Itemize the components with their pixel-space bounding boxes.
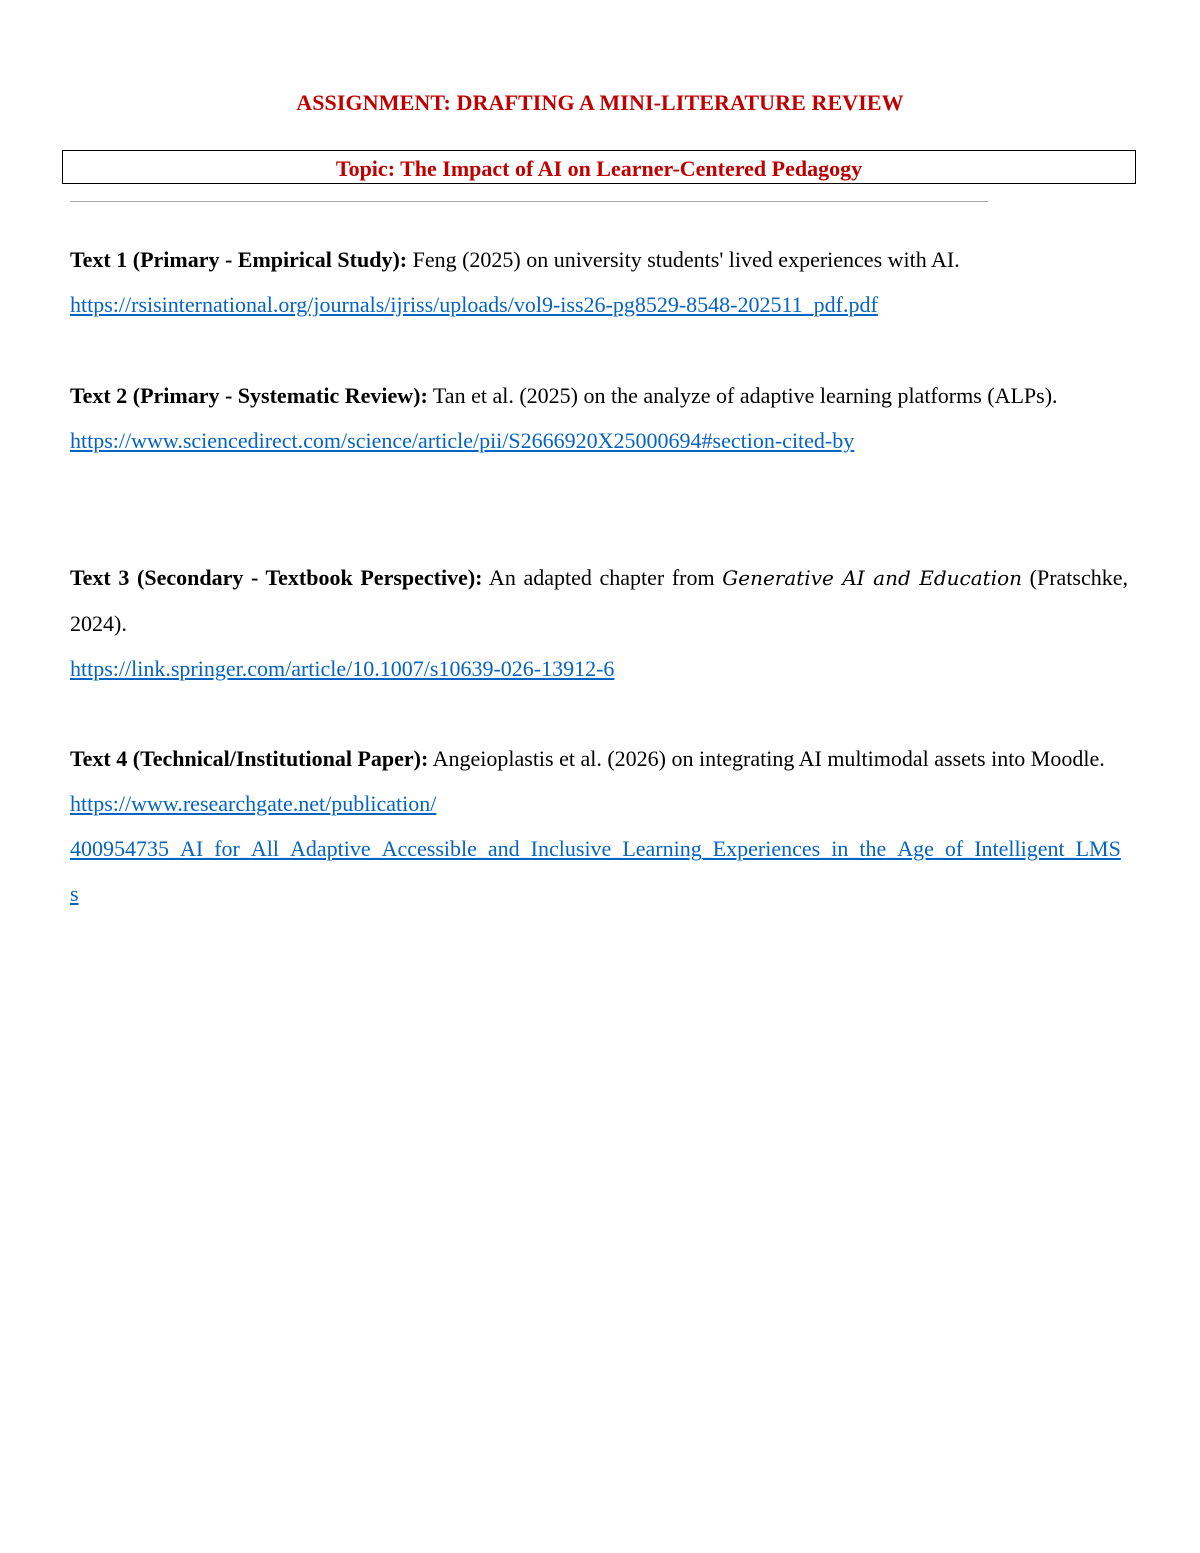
text-entry-3 (70, 555, 1128, 691)
entry-4-link-part-1[interactable]: https://www.researchgate.net/publication/ (70, 791, 437, 816)
entry-4-link-part-2[interactable]: 400954735_AI_for_All_Adaptive_Accessible_and_Inclusive_Learning_Experiences_in_the_Age_of_Intelligent_LMSs (70, 836, 1121, 906)
entry-3-description-after: (Pratschke, 2024). (70, 565, 1129, 636)
topic-heading: Topic: The Impact of AI on Learner-Centered Pedagogy (335, 156, 863, 181)
entry-3-description-before: An adapted chapter from (482, 565, 723, 590)
entry-3-link[interactable]: https://link.springer.com/article/10.1007/s10639-026-13912-6 (70, 656, 615, 681)
text-entry-1 (70, 237, 1128, 327)
entry-4-paragraph (70, 736, 1128, 781)
entry-1-description: Feng (2025) on university students' lived experiences with AI. (407, 247, 960, 272)
topic-box (62, 150, 1136, 184)
entry-1-link[interactable]: https://rsisinternational.org/journals/ijriss/uploads/vol9-iss26-pg8529-8548-202511_pdf.pdf (70, 292, 878, 317)
horizontal-divider (70, 201, 988, 202)
entry-2-label: Text 2 (Primary - Systematic Review): (70, 383, 428, 408)
entry-4-label: Text 4 (Technical/Institutional Paper): (70, 746, 429, 771)
entry-1-paragraph (70, 237, 1128, 282)
entry-1-label: Text 1 (Primary - Empirical Study): (70, 247, 408, 272)
entry-4-description: Angeioplastis et al. (2026) on integrating AI multimodal assets into Moodle. (428, 746, 1105, 771)
entry-3-book-title: Generative AI and Education (722, 566, 1023, 590)
text-entry-4 (70, 736, 1128, 916)
entry-3-paragraph (70, 555, 1128, 646)
entry-2-link[interactable]: https://www.sciencedirect.com/science/article/pii/S2666920X25000694#section-cited-by (70, 428, 855, 453)
entry-3-label: Text 3 (Secondary - Textbook Perspective): (70, 565, 483, 590)
text-entry-2 (70, 373, 1128, 463)
assignment-title: ASSIGNMENT: DRAFTING A MINI-LITERATURE REVIEW (296, 90, 904, 115)
entry-2-description: Tan et al. (2025) on the analyze of adaptive learning platforms (ALPs). (427, 383, 1058, 408)
entry-2-paragraph (70, 373, 1128, 418)
